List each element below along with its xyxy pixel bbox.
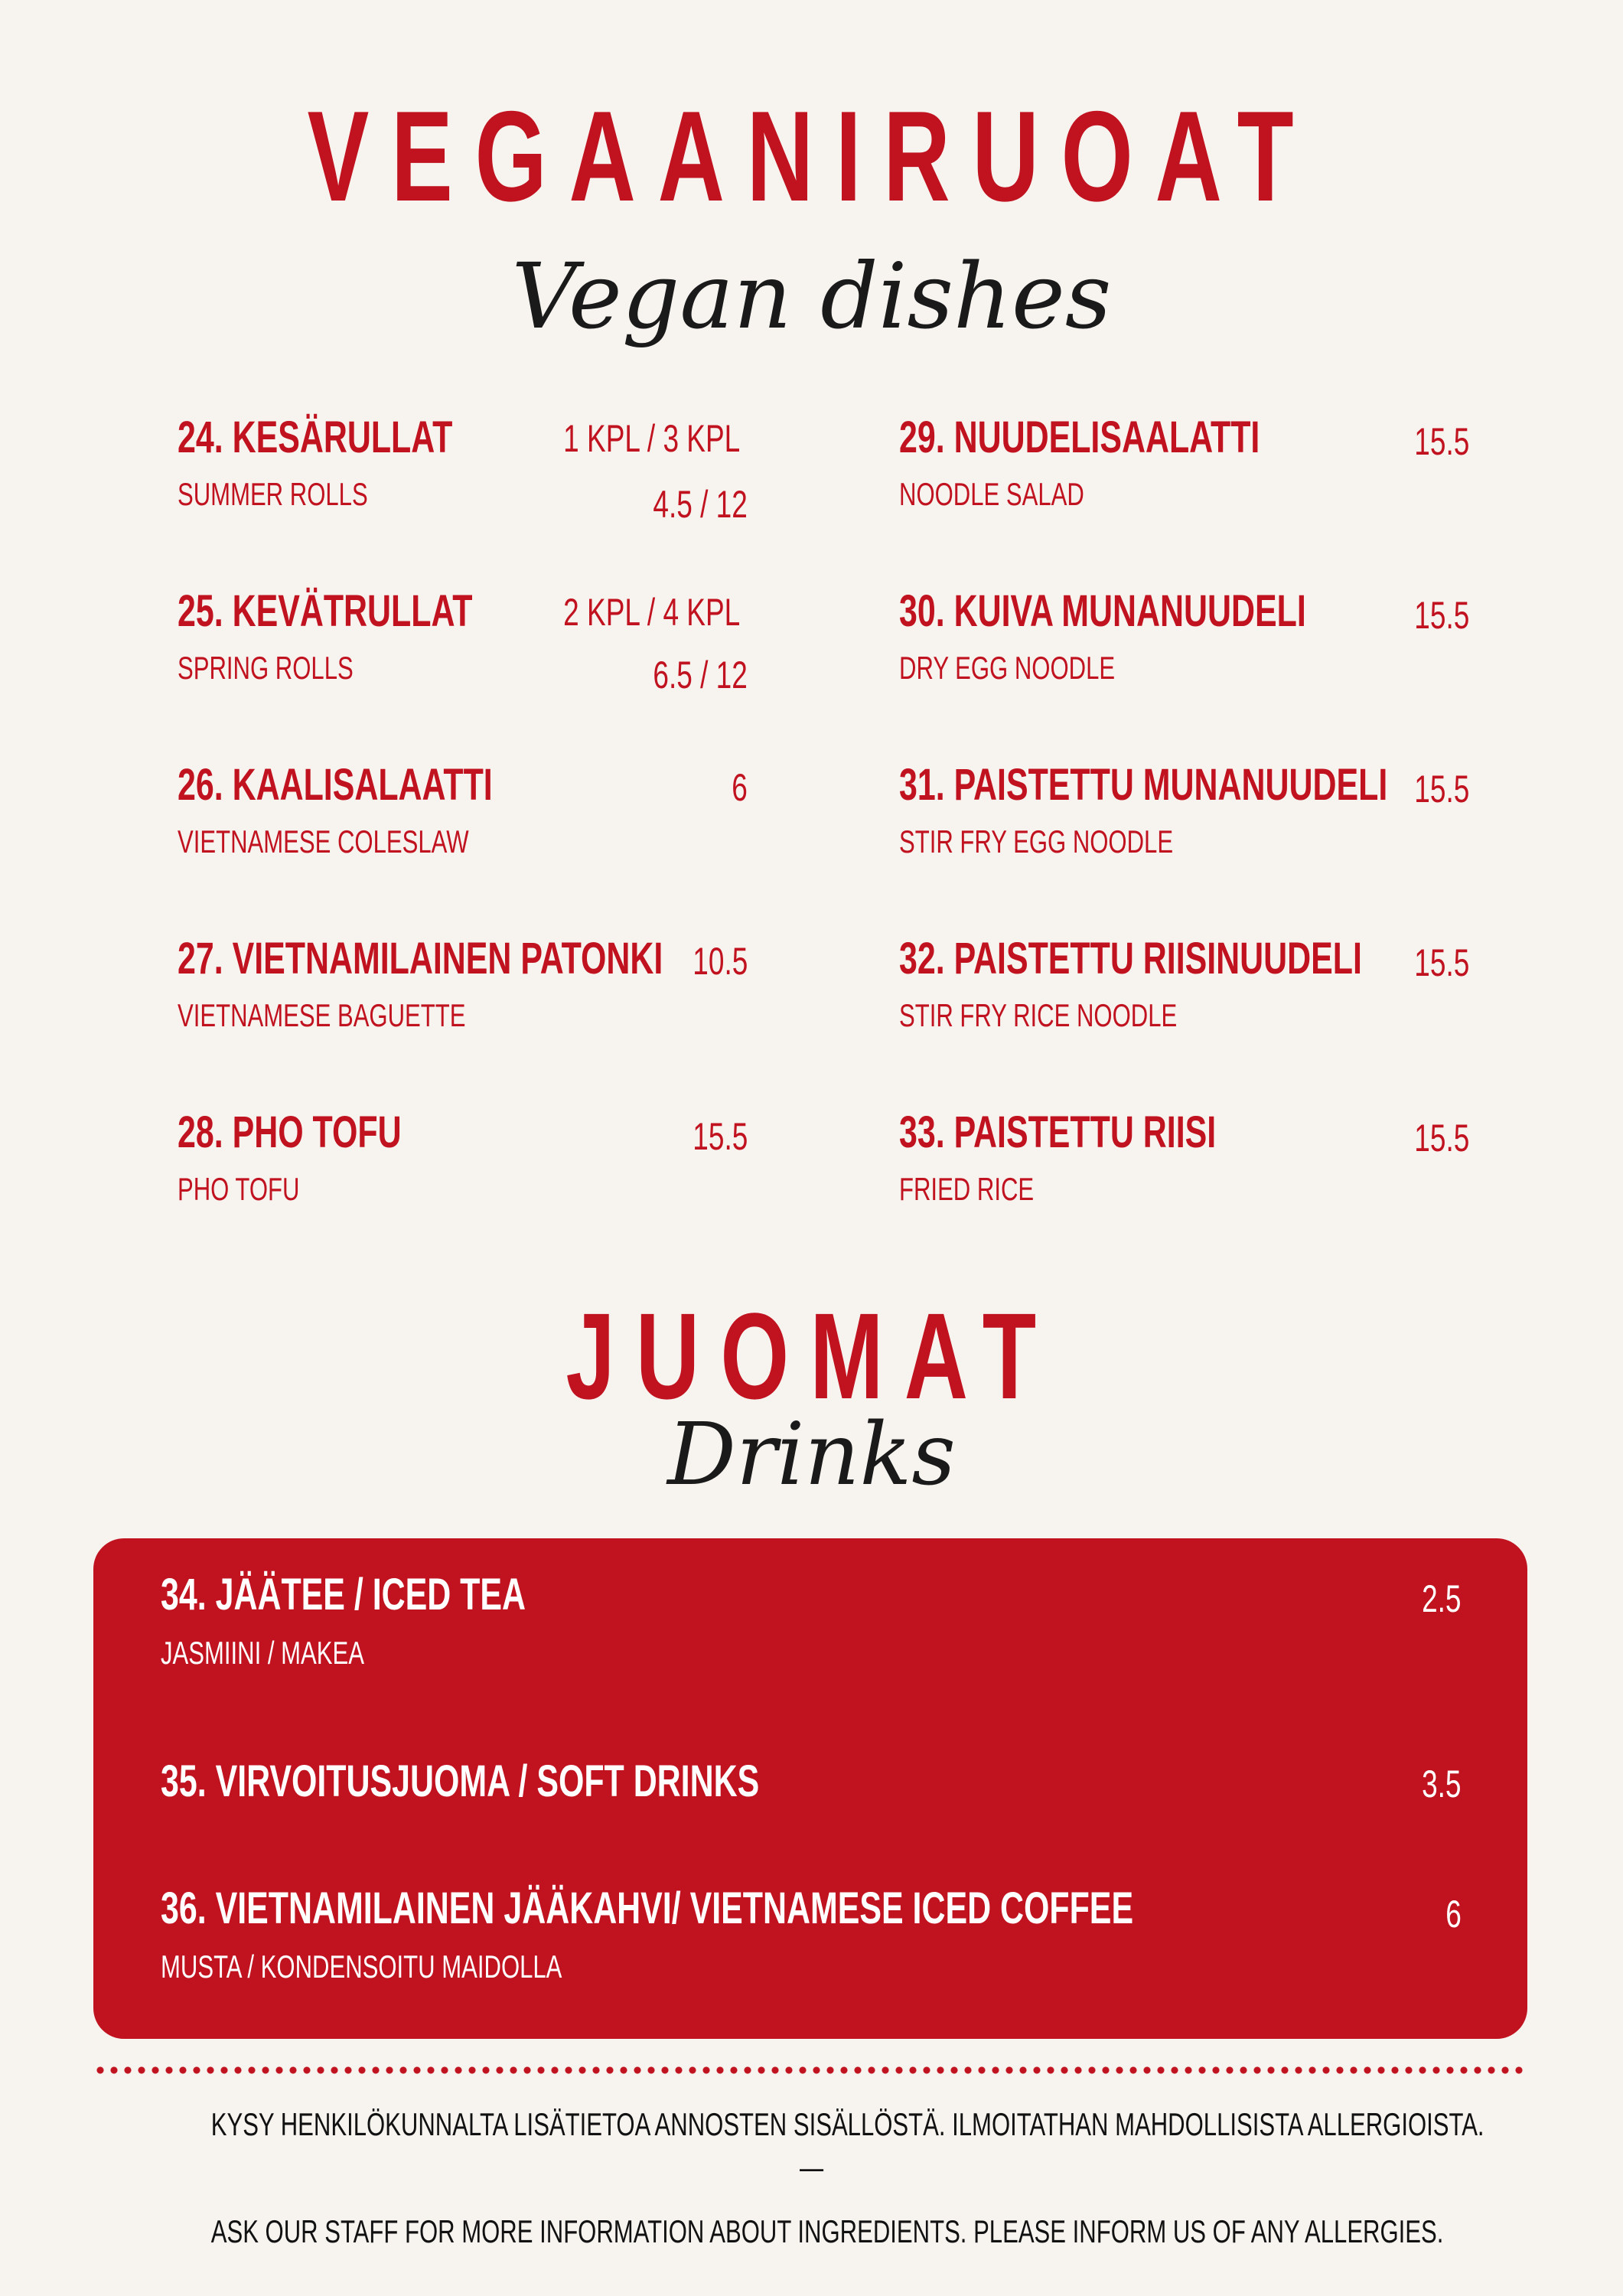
section-subtitle-drinks: Drinks [667, 1405, 956, 1505]
item-desc: NOODLE SALAD [899, 476, 1084, 512]
item-desc: SUMMER ROLLS [178, 476, 368, 512]
item-name: 26. KAALISALAATTI [178, 760, 493, 810]
footer-dash: — [799, 2149, 824, 2185]
item-name: 32. PAISTETTU RIISINUUDELI [899, 934, 1362, 983]
item-qty: 1 KPL / 3 KPL [562, 417, 740, 460]
item-name: 24. KESÄRULLAT [178, 413, 453, 462]
item-price: 6.5 / 12 [653, 654, 748, 696]
item-name: 30. KUIVA MUNANUUDELI [899, 586, 1306, 636]
drink-price-34: 2.5 [1422, 1577, 1462, 1620]
item-name: 31. PAISTETTU MUNANUUDELI [899, 760, 1388, 810]
item-desc: PHO TOFU [178, 1171, 300, 1207]
item-name: 25. KEVÄTRULLAT [178, 586, 473, 636]
item-desc: SPRING ROLLS [178, 650, 354, 686]
item-desc: DRY EGG NOODLE [899, 650, 1116, 686]
item-price: 15.5 [1413, 594, 1469, 637]
item-name: 34. JÄÄTEE / ICED TEA [161, 1570, 526, 1619]
item-desc: VIETNAMESE BAGUETTE [178, 997, 466, 1033]
item-price: 6 [732, 766, 748, 809]
item-name: 36. VIETNAMILAINEN JÄÄKAHVI/ VIETNAMESE ICED COFFEE [161, 1883, 1134, 1933]
item-desc: STIR FRY EGG NOODLE [899, 823, 1174, 859]
drinks-panel [93, 1538, 1527, 2039]
item-desc: JASMIINI / MAKEA [161, 1635, 364, 1671]
section-title-vegan: VEGAANIRUOAT [307, 84, 1316, 228]
drink-price-36: 6 [1445, 1893, 1462, 1936]
footer-note-en: ASK OUR STAFF FOR MORE INFORMATION ABOUT INGREDIENTS. PLEASE INFORM US OF ANY ALLERGIES. [210, 2213, 1444, 2249]
section-subtitle-vegan: Vegan dishes [511, 243, 1112, 349]
item-price: 4.5 / 12 [653, 483, 748, 526]
item-name: 28. PHO TOFU [178, 1107, 402, 1157]
drink-price-35: 3.5 [1422, 1763, 1462, 1805]
item-price: 10.5 [692, 940, 748, 983]
item-price: 15.5 [1413, 768, 1469, 810]
item-desc: FRIED RICE [899, 1171, 1035, 1207]
item-name: 27. VIETNAMILAINEN PATONKI [178, 934, 663, 983]
item-desc: STIR FRY RICE NOODLE [899, 997, 1178, 1033]
item-price: 15.5 [1413, 1117, 1469, 1159]
item-price: 15.5 [692, 1115, 748, 1158]
item-desc: VIETNAMESE COLESLAW [178, 823, 469, 859]
item-qty: 2 KPL / 4 KPL [562, 591, 740, 634]
item-price: 15.5 [1413, 941, 1469, 984]
section-title-drinks: JUOMAT [565, 1287, 1058, 1424]
item-name: 29. NUUDELISAALATTI [899, 413, 1260, 462]
dotted-divider [93, 2066, 1527, 2074]
item-price: 15.5 [1413, 420, 1469, 463]
item-name: 35. VIRVOITUSJUOMA / SOFT DRINKS [161, 1756, 760, 1806]
item-name: 33. PAISTETTU RIISI [899, 1107, 1217, 1157]
footer-note-fi: KYSY HENKILÖKUNNALTA LISÄTIETOA ANNOSTEN SISÄLLÖSTÄ. ILMOITATHAN MAHDOLLISISTA ALLERGIOISTA. [210, 2106, 1484, 2142]
item-desc: MUSTA / KONDENSOITU MAIDOLLA [161, 1949, 562, 1985]
